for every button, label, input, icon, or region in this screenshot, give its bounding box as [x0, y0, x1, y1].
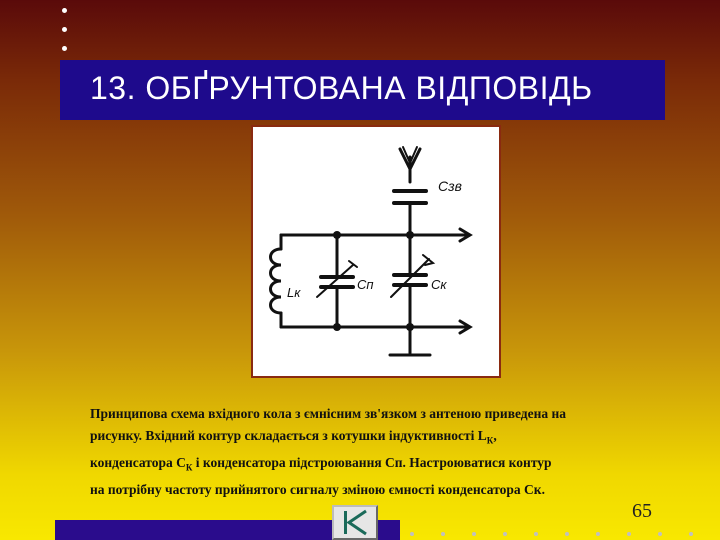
caption-text: [90, 403, 680, 500]
decorative-dots-bottom: [410, 532, 710, 540]
slide-title: 13. ОБҐРУНТОВАНА ВІДПОВІДЬ: [90, 70, 593, 106]
label-inductor: Lк: [287, 285, 301, 300]
label-coupling-capacitor: Сзв: [438, 178, 462, 194]
skip-to-first-icon: [334, 507, 376, 538]
label-trimmer-capacitor: Сп: [357, 277, 374, 292]
first-slide-button[interactable]: [332, 505, 378, 540]
page-number: 65: [632, 500, 652, 522]
caption-line: рисунку. Вхідний контур складається з котушки індуктивності $L_К$,: [90, 427, 497, 446]
decorative-dots-left: [60, 8, 70, 65]
caption-line: конденсатора $С_К$ і конденсатора підстроювання Сп. Настроюватися контур: [90, 454, 552, 473]
label-tuning-capacitor: Ск: [431, 277, 447, 292]
caption-line: Принципова схема вхідного кола з ємнісним зв'язком з антеною приведена на: [90, 406, 567, 421]
circuit-schematic: [253, 127, 499, 376]
circuit-diagram: [251, 125, 501, 378]
caption-line: на потрібну частоту прийнятого сигналу зміною ємності конденсатора Ск.: [90, 481, 545, 497]
